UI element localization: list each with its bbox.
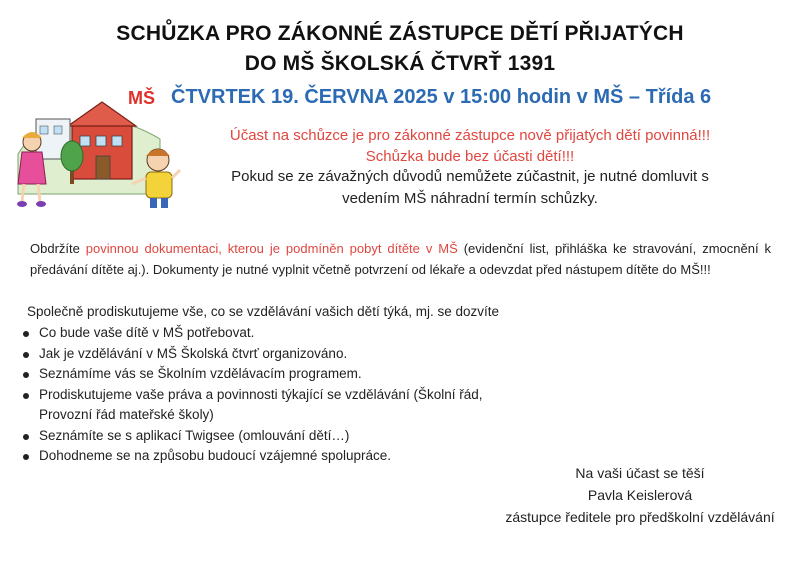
documents-highlight: povinnou dokumentaci, kterou je podmíněn pobyt dítěte v MŠ xyxy=(85,241,458,256)
topics-list xyxy=(22,323,482,467)
school-illustration xyxy=(10,84,182,214)
notice-no-children: Schůzka bude bez účasti dětí!!! xyxy=(365,148,575,165)
signature-greeting: Na vaši účast se těší xyxy=(575,465,705,481)
list-item: Seznámíme vás se Školním vzdělávacím programem. xyxy=(22,364,482,385)
list-item: Dohodneme se na způsobu budoucí vzájemné spolupráce. xyxy=(22,446,482,467)
bullet-icon xyxy=(23,331,29,337)
topics-intro: Společně prodiskutujeme vše, co se vzdělávání vašich dětí týká, mj. se dozvíte xyxy=(27,304,499,319)
list-item: Prodiskutujeme vaše práva a povinnosti týkající se vzdělávání (Školní řád, Provozní řád mateřské školy) xyxy=(22,385,482,426)
documents-paragraph xyxy=(30,238,771,280)
notice-mandatory: Účast na schůzce je pro zákonné zástupce nově přijatých dětí povinná!!! xyxy=(229,127,711,144)
list-item: Seznámíte se s aplikací Twigsee (omlouvání dětí…) xyxy=(22,426,482,447)
signature-name: Pavla Keislerová xyxy=(587,487,693,503)
title-line-1: SCHŮZKA PRO ZÁKONNÉ ZÁSTUPCE DĚTÍ PŘIJATÝCH xyxy=(116,22,684,45)
title-line-2: DO MŠ ŠKOLSKÁ ČTVRŤ 1391 xyxy=(244,52,556,75)
list-item: Co bude vaše dítě v MŠ potřebovat. xyxy=(22,323,482,344)
bullet-icon xyxy=(23,372,29,378)
notice-absence-line-1: Pokud se ze závažných důvodů nemůžete zúčastnit, je nutné domluvit s xyxy=(231,168,709,185)
bullet-icon xyxy=(23,393,29,399)
bullet-icon xyxy=(23,434,29,440)
documents-prefix: Obdržíte xyxy=(30,241,86,256)
ms-sign-text: MŠ xyxy=(128,88,155,108)
bullet-icon xyxy=(23,352,29,358)
list-item: Jak je vzdělávání v MŠ Školská čtvrť organizováno. xyxy=(22,344,482,365)
signature-role: zástupce ředitele pro předškolní vzdělávání xyxy=(505,509,775,525)
notice-absence-line-2: vedením MŠ náhradní termín schůzky. xyxy=(342,190,598,207)
documents-suffix: (evidenční list, přihláška ke stravování, zmocnění k předávání dítěte aj.). Dokumenty je nutné vyplnit včetně potvrzení od lékaře a odevzdat před nástupem dítěte do MŠ!!! xyxy=(30,241,771,277)
bullet-icon xyxy=(23,454,29,460)
meeting-date: ČTVRTEK 19. ČERVNA 2025 v 15:00 hodin v MŠ – Třída 6 xyxy=(171,86,712,108)
